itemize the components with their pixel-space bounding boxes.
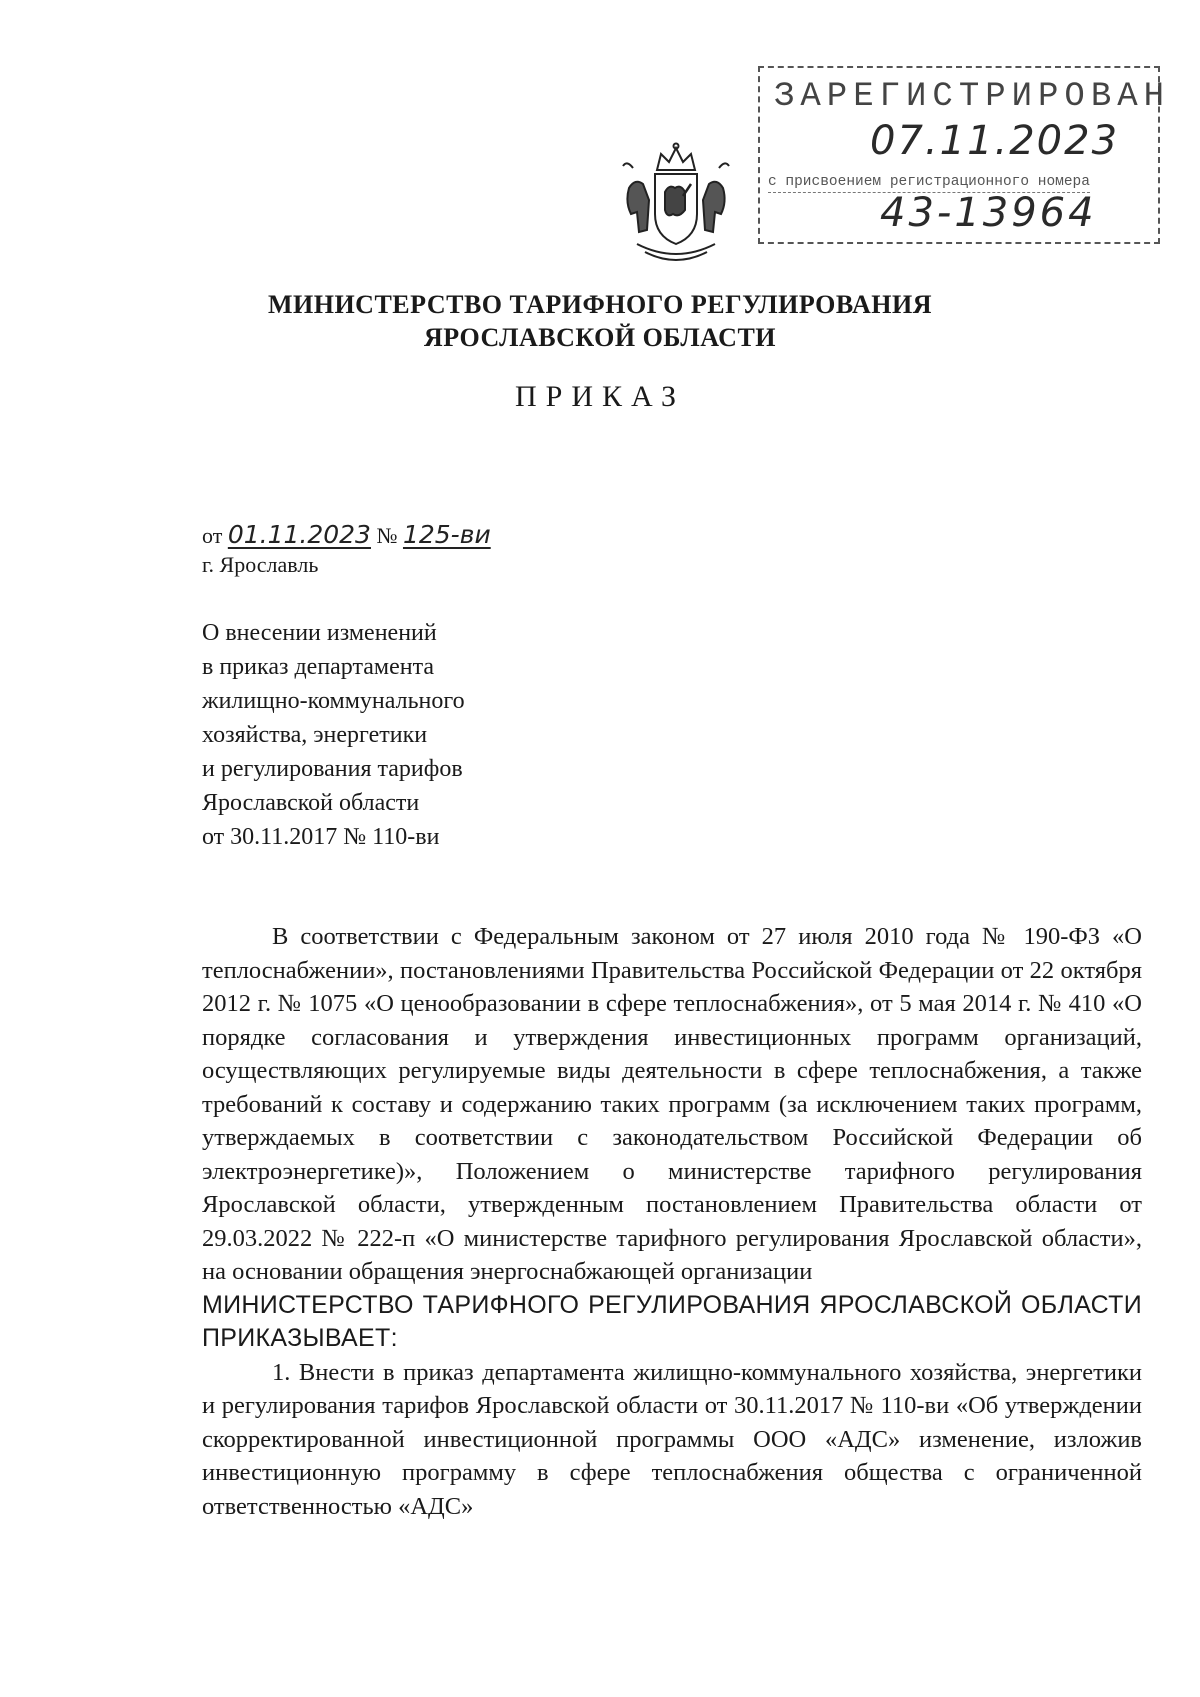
order-number-label: № [376, 523, 398, 548]
order-date: 01.11.2023 [227, 520, 371, 549]
stamp-registration-number: 43-13964 [880, 190, 1097, 236]
subject-line: хозяйства, энергетики [202, 722, 428, 748]
subject-line: в приказ департамента [202, 654, 435, 680]
stamp-title: ЗАРЕГИСТРИРОВАН [774, 78, 1171, 116]
order-body [202, 920, 1142, 1523]
order-subject [202, 616, 465, 854]
subject-line: Ярославской области [202, 790, 420, 816]
ministry-name-line-1: МИНИСТЕРСТВО ТАРИФНОГО РЕГУЛИРОВАНИЯ [267, 290, 933, 319]
registration-stamp [758, 66, 1171, 244]
preamble-paragraph: В соответствии с Федеральным законом от 27 июля 2010 года № 190-ФЗ «О теплоснабжении», постановлениями Правительства Российской Федерации от 22 октября 2012 г. № 1075 «О ценообразовании в сфере теплоснабжения», от 5 мая 2014 г. № 410 «О порядке согласования и утверждения инвестиционных программ организаций, осуществляющих регулируемые виды деятельности в сфере теплоснабжения, а также требований к составу и содержанию таких программ (за исключением таких программ, утверждаемых в соответствии с законодательством Российской Федерации об электроэнергетике)», Положением о министерстве тарифного регулирования Ярославской области, утвержденным постановлением Правительства области от 29.03.2022 № 222-п «О министерстве тарифного регулирования Ярославской области», на основании обращения энергоснабжающей организации [202, 923, 1142, 1285]
stamp-subtitle: с присвоением регистрационного номера [768, 174, 1090, 193]
order-line [202, 520, 491, 549]
subject-line: и регулирования тарифов [202, 756, 463, 782]
ministry-name-line-2: ЯРОСЛАВСКОЙ ОБЛАСТИ [423, 323, 777, 352]
order-number: 125-ви [402, 520, 491, 549]
subject-line: жилищно-коммунального [202, 688, 465, 714]
document-type: ПРИКАЗ [515, 380, 685, 413]
stamp-date: 07.11.2023 [870, 118, 1120, 164]
subject-line: О внесении изменений [202, 620, 437, 646]
ministry-name [0, 288, 1200, 354]
decree-statement: МИНИСТЕРСТВО ТАРИФНОГО РЕГУЛИРОВАНИЯ ЯРОСЛАВСКОЙ ОБЛАСТИ ПРИКАЗЫВАЕТ: [202, 1290, 1142, 1352]
order-city: г. Ярославль [202, 552, 319, 577]
subject-line: от 30.11.2017 № 110-ви [202, 824, 440, 850]
order-from-label: от [202, 523, 223, 548]
item-1-paragraph: 1. Внести в приказ департамента жилищно-коммунального хозяйства, энергетики и регулирования тарифов Ярославской области от 30.11.2017 № 110-ви «Об утверждении скорректированной инвестиционной программы ООО «АДС» изменение, изложив инвестиционную программу в сфере теплоснабжения общества с ограниченной ответственностью «АДС» [202, 1358, 1142, 1520]
coat-of-arms-icon [617, 140, 735, 268]
